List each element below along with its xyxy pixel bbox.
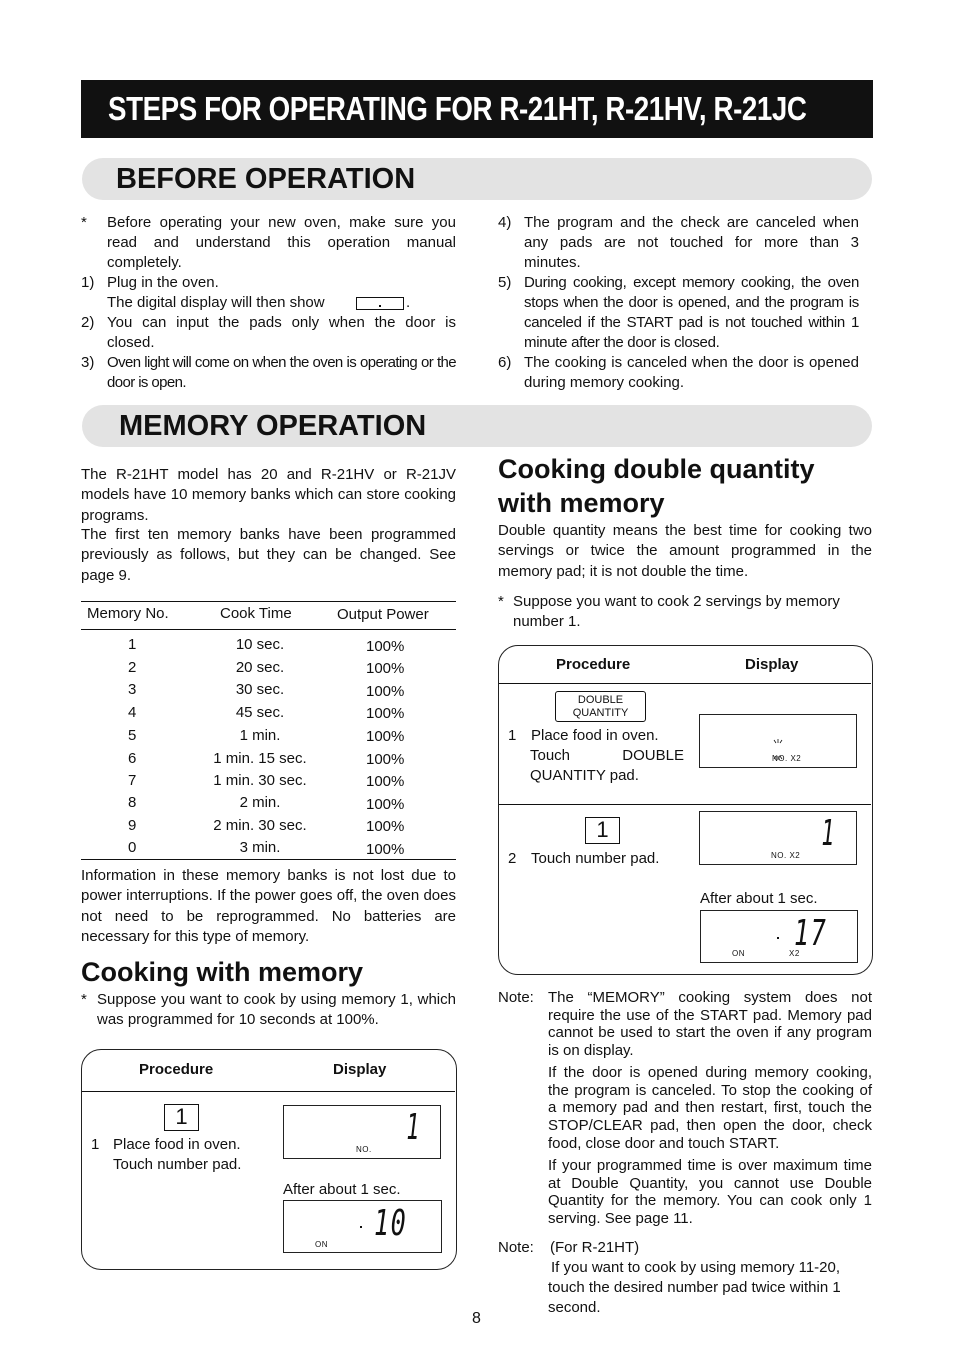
lcd-dot (360, 1226, 362, 1228)
table-cell-memory-no: 4 (128, 704, 137, 721)
lcd-digit: 1 (821, 813, 835, 854)
dq-display-label: Display (745, 656, 799, 673)
list-text: During cooking, except memory cooking, the oven stops when the door is opened, and the program is canceled if the START pad is not touched within 1 minute after the door is closed. (524, 274, 859, 351)
list-text: The program and the check are canceled when any pads are not touched for more than 3 minutes. (524, 214, 859, 271)
lcd-x2-indicator: X2 (789, 949, 800, 958)
cwm-step-number: 1 (91, 1136, 100, 1153)
cwm-suppose-text: Suppose you want to cook by using memory 1, which was programmed for 10 seconds at 100%. (97, 991, 456, 1028)
table-cell-output-power: 100% (366, 751, 405, 768)
table-cell-cook-time: 30 sec. (235, 681, 285, 698)
table-cell-memory-no: 0 (128, 839, 137, 856)
table-cell-memory-no: 3 (128, 681, 137, 698)
table-cell-output-power: 100% (366, 638, 405, 655)
table-cell-cook-time: 10 sec. (235, 636, 285, 653)
memory-operation-heading (82, 405, 872, 447)
list-marker: 4) (498, 214, 512, 231)
dq-step1-line2: Touch DOUBLE (530, 747, 684, 764)
table-cell-memory-no: 8 (128, 794, 137, 811)
table-top-rule (81, 601, 456, 602)
table-bottom-rule (81, 859, 456, 860)
table-header-rule (81, 629, 456, 630)
table-cell-memory-no: 9 (128, 817, 137, 834)
lcd-dot (777, 937, 779, 939)
dq-procedure-label: Procedure (556, 656, 631, 673)
list-marker: 5) (498, 274, 512, 291)
note2-label: Note: (498, 1239, 534, 1256)
list-text: You can input the pads only when the door is closed. (107, 314, 456, 351)
memory-intro-1: The R-21HT model has 20 and R-21HV or R-21JV models have 10 memory banks which can store cooking programs. (81, 466, 456, 524)
dq-step2-text: Touch number pad. (531, 850, 660, 867)
list-marker: 1) (81, 274, 95, 291)
display-dot (379, 305, 381, 307)
dq-step1-number: 1 (508, 727, 517, 744)
number-pad-1-key: 1 (585, 817, 620, 844)
dq-lcd-1 (699, 714, 857, 768)
table-header-memory-no: Memory No. (87, 605, 169, 622)
memory-intro-2: The first ten memory banks have been programmed previously as follows, but they can be changed. See page 9. (81, 526, 456, 584)
table-cell-output-power: 100% (366, 683, 405, 700)
table-cell-output-power: 100% (366, 705, 405, 722)
asterisk: * (498, 593, 504, 610)
table-cell-output-power: 100% (366, 818, 405, 835)
cwm-lcd-2 (283, 1200, 442, 1253)
table-cell-output-power: 100% (366, 841, 405, 858)
cwm-lcd-1 (283, 1105, 441, 1159)
dq-suppose-text: Suppose you want to cook 2 servings by memory number 1. (513, 593, 840, 630)
table-cell-cook-time: 1 min. 15 sec. (213, 750, 307, 767)
table-cell-cook-time: 2 min. (239, 794, 281, 811)
table-cell-cook-time: 1 min. (239, 727, 281, 744)
table-cell-memory-no: 7 (128, 772, 137, 789)
cwm-divider (82, 1091, 455, 1092)
table-cell-memory-no: 2 (128, 659, 137, 676)
table-cell-memory-no: 1 (128, 636, 137, 653)
list-marker: 3) (81, 354, 95, 371)
note1-paragraph-1: The “MEMORY” cooking system does not require the use of the START pad. Memory pad cannot be used to start the oven if any program is on display. (548, 989, 872, 1060)
list-text: The cooking is canceled when the door is opened during memory cooking. (524, 354, 859, 391)
table-header-output-power: Output Power (337, 606, 429, 623)
memory-info: Information in these memory banks is not lost due to power interruptions. If the power goes off, the oven does not need to be reprogrammed. No batteries are necessary for this type of memory. (81, 867, 456, 945)
lcd-on-indicator: ON (732, 949, 745, 958)
table-cell-cook-time: 3 min. (239, 839, 281, 856)
dq-divider-1 (499, 683, 871, 684)
dq-after: After about 1 sec. (700, 890, 818, 907)
lcd-no-x2-indicator: NO. X2 (772, 754, 802, 763)
dq-step1-line1: Place food in oven. (531, 727, 659, 744)
dq-step2-number: 2 (508, 850, 517, 867)
note2-head: (For R-21HT) (550, 1239, 640, 1256)
pad-line2: QUANTITY (572, 707, 629, 719)
lcd-digit: 1 (406, 1107, 420, 1148)
double-quantity-description: Double quantity means the best time for cooking two servings or twice the amount programmed in the memory pad; it is not double the time. (498, 522, 872, 580)
table-cell-output-power: 100% (366, 773, 405, 790)
table-cell-cook-time: 2 min. 30 sec. (213, 817, 307, 834)
lcd-on-indicator: ON (315, 1240, 328, 1249)
table-header-cook-time: Cook Time (220, 605, 292, 622)
memory-operation-heading-text: MEMORY OPERATION (119, 410, 427, 442)
note2-body: If you want to cook by using memory 11-20, touch the desired number pad twice within 1 second. (548, 1259, 841, 1316)
page-title (81, 80, 873, 138)
list-subtext: The digital display will then show (107, 294, 325, 311)
note-label: Note: (498, 989, 534, 1006)
cwm-step-line2: Touch number pad. (113, 1156, 242, 1173)
table-cell-memory-no: 5 (128, 727, 137, 744)
list-text: Before operating your new oven, make sure you read and understand this operation manual completely. (107, 214, 456, 271)
table-cell-cook-time: 45 sec. (235, 704, 285, 721)
dq-step1-line3: QUANTITY pad. (530, 767, 639, 784)
table-cell-memory-no: 6 (128, 750, 137, 767)
lcd-digits: 10 (374, 1203, 408, 1244)
list-text: Plug in the oven. (107, 274, 219, 291)
cwm-step-line1: Place food in oven. (113, 1136, 241, 1153)
dq-lcd-2 (699, 811, 857, 865)
double-quantity-heading-line2: with memory (498, 488, 665, 518)
cwm-after: After about 1 sec. (283, 1181, 401, 1198)
before-operation-heading (82, 158, 872, 200)
cwm-procedure-label: Procedure (139, 1061, 214, 1078)
list-text: Oven light will come on when the oven is operating or the door is open. (107, 354, 456, 391)
pad-line1: DOUBLE (577, 694, 624, 706)
table-cell-output-power: 100% (366, 728, 405, 745)
double-quantity-heading-line1: Cooking double quantity (498, 454, 815, 484)
period: . (406, 294, 411, 311)
page-number: 8 (472, 1310, 481, 1327)
lcd-digits: 17 (794, 913, 828, 954)
table-cell-cook-time: 1 min. 30 sec. (213, 772, 307, 789)
lcd-no-x2-indicator: NO. X2 (771, 851, 801, 860)
dq-lcd-3 (700, 910, 858, 963)
note1-paragraph-2: If the door is opened during memory cooking, the program is canceled. To stop the cooking of a memory pad and then restart, first, touch the STOP/CLEAR pad, then open the door, check food, close door and touch START. (548, 1064, 872, 1152)
dq-divider-2 (499, 804, 871, 805)
lcd-no-indicator: NO. (356, 1145, 372, 1154)
table-cell-output-power: 100% (366, 660, 405, 677)
asterisk: * (81, 991, 87, 1008)
list-marker: 2) (81, 314, 95, 331)
page-title-text: STEPS FOR OPERATING FOR R-21HT, R-21HV, R-21JC (108, 90, 807, 127)
display-indicator-icon (356, 297, 404, 310)
table-cell-cook-time: 20 sec. (235, 659, 285, 676)
note1-paragraph-3: If your programmed time is over maximum time at Double Quantity, you cannot use Double Quantity for the memory. You can cook only 1 serving. See page 11. (548, 1157, 872, 1228)
number-pad-1-key: 1 (164, 1104, 199, 1131)
cooking-with-memory-heading: Cooking with memory (81, 957, 364, 987)
double-quantity-pad (555, 691, 646, 722)
cwm-display-label: Display (333, 1061, 387, 1078)
table-cell-output-power: 100% (366, 796, 405, 813)
list-marker: 6) (498, 354, 512, 371)
list-marker: * (81, 214, 87, 231)
before-operation-heading-text: BEFORE OPERATION (116, 163, 416, 195)
